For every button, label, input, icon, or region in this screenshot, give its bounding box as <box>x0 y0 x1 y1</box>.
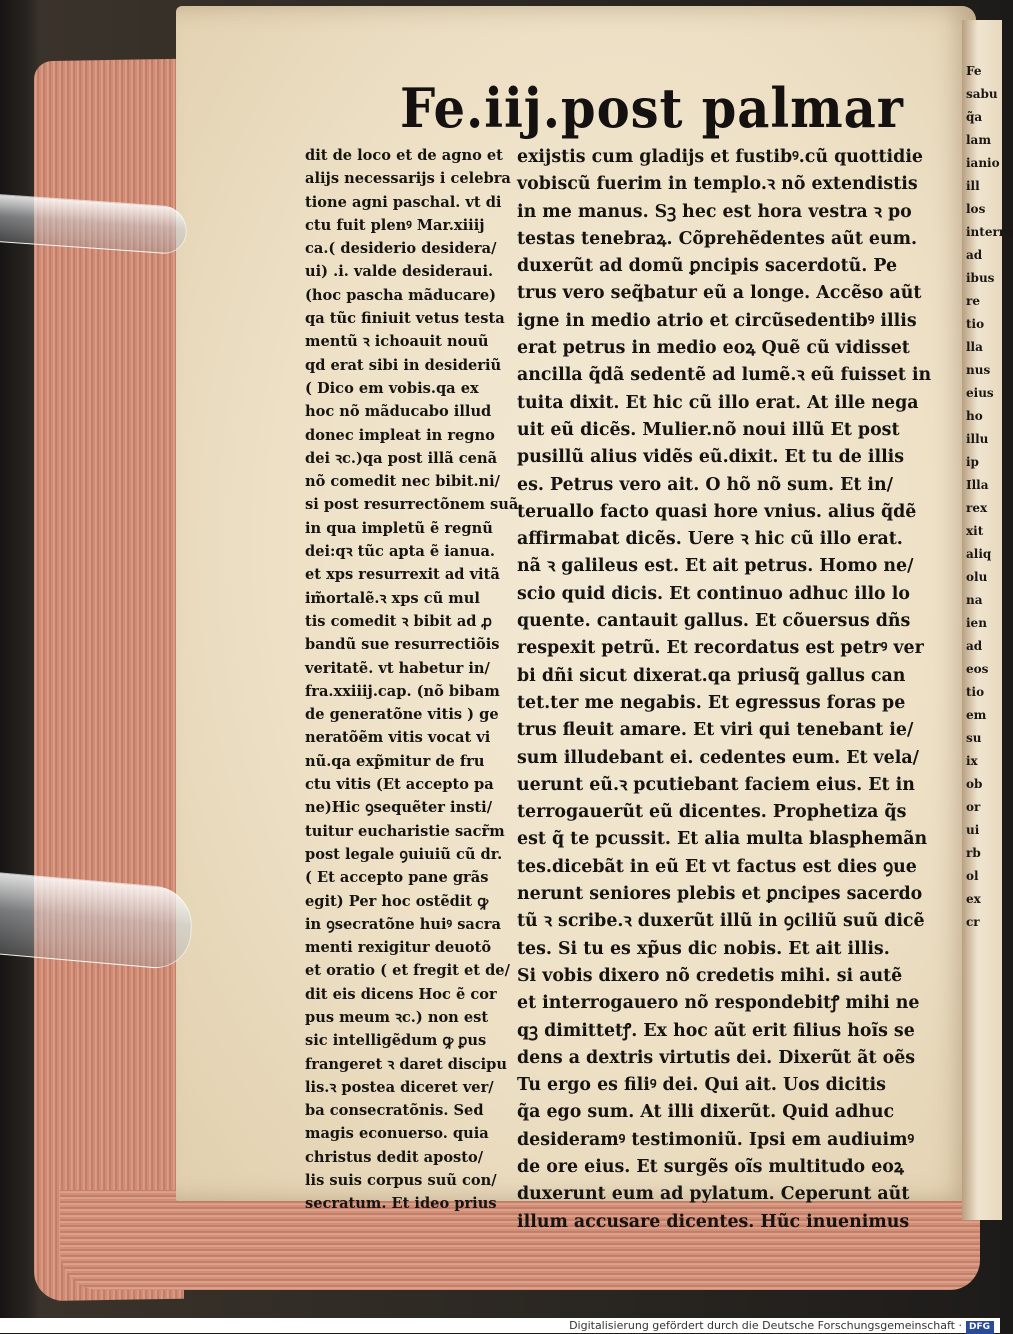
facing-page-fragment: tio <box>966 685 985 699</box>
left-column-line: ca.( desiderio desidera/ <box>305 240 497 258</box>
facing-page-fragment: cr <box>966 915 980 929</box>
right-column-line: uit eũ dicẽs. Mulier.nõ noui illũ Et post <box>517 419 900 440</box>
right-column-line: sum illudebant ei. cedentes eum. Et vela/ <box>517 747 919 768</box>
left-column-line: ( Dico em vobis.qa ex <box>305 379 479 397</box>
right-column-line: affirmabat dicẽs. Uere ꝛ hic cũ illo erat. <box>517 529 903 550</box>
left-column-line: sic intelligẽdum ꝙ ꝑus <box>305 1032 487 1050</box>
facing-page-fragment: olu <box>966 570 988 584</box>
left-column-line: alijs necessarijs i celebra <box>305 170 511 188</box>
left-column-line: dit de loco et de agno et <box>305 147 503 164</box>
left-column-line: hoc nõ mãducabo illud <box>305 403 492 421</box>
facing-page-fragment: ad <box>966 639 983 653</box>
left-column-line: christus dedit aposto/ <box>305 1148 484 1166</box>
left-column-line: im̃ortalẽ.ꝛ xps cũ mul <box>305 589 480 607</box>
right-column-line: nã ꝛ galileus est. Et ait petrus. Homo ne/ <box>517 556 914 577</box>
left-column-line: donec impleat in regno <box>305 426 495 444</box>
facing-page-fragment: ad <box>966 248 983 262</box>
left-column-line: dit eis dicens Hoc ẽ cor <box>305 985 497 1003</box>
right-column-line: desideramꝰ testimoniũ. Ipsi em audiuimꝰ <box>517 1129 915 1150</box>
right-column-line: scio quid dicis. Et continuo adhuc illo lo <box>517 583 910 604</box>
right-column-line: tes.dicebãt in eũ Et vt factus est dies ꝯue <box>517 856 917 877</box>
facing-page-fragment: na <box>966 593 983 607</box>
right-column-line: igne in medio atrio et circũsedentibꝰ illis <box>517 310 917 331</box>
right-column-line: duxerunt eum ad pylatum. Ceperunt aũt <box>517 1184 910 1205</box>
right-column-line: de ore eius. Et surgẽs oĩs multitudo eoꝝ <box>517 1156 904 1177</box>
facing-page-fragment: ol <box>966 869 979 883</box>
facing-page-fragment: interro <box>966 225 1013 239</box>
facing-page-fragment: ho <box>966 409 983 423</box>
facing-page-fragment: ien <box>966 616 987 630</box>
left-column-line: bandũ sue resurrectiõis <box>305 636 500 654</box>
left-column-line: post legale ꝯuiuiũ cũ dr. <box>305 845 503 863</box>
left-column-line: ctu vitis (Et accepto pa <box>305 776 494 794</box>
right-column-line: testas tenebraꝝ. Cõprehẽdentes aũt eum. <box>517 228 918 249</box>
right-column-line: vobiscũ fuerim in templo.ꝛ nõ extendistis <box>517 174 918 195</box>
left-column-line: ba consecratõnis. Sed <box>305 1102 484 1120</box>
right-column-line: tet.ter me negabis. Et egressus foras pe <box>517 692 906 713</box>
right-column-line: quente. cantauit gallus. Et cõuersus dñs <box>517 611 911 632</box>
left-column-line: qa tũc finiuit vetus testa <box>305 310 505 328</box>
facing-page-fragment: ianio <box>966 156 1000 170</box>
right-column-line: teruallo facto quasi hore vnius. alius q̃dẽ <box>517 501 917 522</box>
facing-page-fragment: xit <box>966 524 984 538</box>
left-column-line: magis econuerso. quia <box>305 1125 489 1143</box>
left-column-line: si post resurrectõnem suã <box>305 496 519 514</box>
left-column-line: secratum. Et ideo prius <box>305 1195 497 1213</box>
right-column-line: qꝫ dimittetꝭ. Ex hoc aũt erit filius hoĩs se <box>517 1020 915 1041</box>
right-column-line: tũ ꝛ scribe.ꝛ duxerũt illũ in ꝯciliũ suũ dicẽ <box>517 911 925 932</box>
right-column-line: nerunt seniores plebis et ꝑncipes sacerdo <box>517 884 923 905</box>
facing-page-fragment: sabu <box>966 87 998 101</box>
left-column-line: ne)Hic ꝯsequẽter insti/ <box>305 799 493 817</box>
facing-page-fragment: Fe <box>966 64 982 78</box>
left-column-line: in qua impletũ ẽ regnũ <box>305 519 493 537</box>
facing-page-fragment: Illa <box>966 478 989 492</box>
right-column-line: illum accusare dicentes. Hũc inuenimus <box>517 1211 910 1232</box>
right-column <box>517 144 932 1236</box>
facing-page-fragment: lla <box>966 340 983 354</box>
facing-page-fragment: q̃a <box>966 110 983 124</box>
left-column-line: neratõẽm vitis vocat vi <box>305 729 491 747</box>
left-column-line: ( Et accepto pane grãs <box>305 869 489 887</box>
left-column-line: ui) .i. valde desideraui. <box>305 263 494 281</box>
facing-page-fragment: su <box>966 731 982 745</box>
facing-page-fragment: eos <box>966 662 989 676</box>
left-column-line: egit) Per hoc ostẽdit ꝙ <box>305 892 489 910</box>
left-column-line: tis comedit ꝛ bibit ad ꝓ <box>305 612 492 630</box>
left-column-line: et xps resurrexit ad vitã <box>305 566 500 584</box>
right-column-line: ancilla q̃dã sedentẽ ad lumẽ.ꝛ eũ fuisset in <box>517 365 932 386</box>
left-column-line: qd erat sibi in desideriũ <box>305 356 502 374</box>
left-column <box>305 144 530 1216</box>
right-column-line: q̃a ego sum. At illi dixerũt. Quid adhuc <box>517 1102 895 1123</box>
right-column-line: pusillũ alius vidẽs eũ.dixit. Et tu de illis <box>517 447 905 468</box>
dfg-logo: DFG <box>966 1321 994 1334</box>
facing-page-fragment: em <box>966 708 987 722</box>
right-column-line: terrogauerũt eũ dicentes. Prophetiza q̃s <box>517 802 907 823</box>
left-column-line: veritatẽ. vt habetur in/ <box>305 659 490 677</box>
footer-bar <box>0 1318 1000 1333</box>
facing-page-fragment: ob <box>966 777 983 791</box>
facing-page-fragment: eius <box>966 386 994 400</box>
right-column-line: uerunt eũ.ꝛ pcutiebant faciem eius. Et in <box>517 774 915 795</box>
facing-page-fragment: los <box>966 202 986 216</box>
left-column-line: de generatõne vitis ) ge <box>305 706 499 724</box>
running-title: Fe.iij.post palmar <box>400 76 904 140</box>
left-column-line: in ꝯsecratõne huiꝰ sacra <box>305 915 501 933</box>
left-column-line: tuitur eucharistie sacr̃m <box>305 822 505 840</box>
right-column-line: bi dñi sicut dixerat.qa priusq̃ gallus can <box>517 665 906 686</box>
facing-page-fragment: tio <box>966 317 985 331</box>
footer-credit: Digitalisierung gefördert durch die Deutsche Forschungsgemeinschaft · <box>569 1319 962 1332</box>
facing-page-text <box>966 60 1013 1100</box>
right-column-line: tes. Si tu es xp̃us dic nobis. Et ait illis. <box>517 938 890 959</box>
facing-page-fragment: rex <box>966 501 988 515</box>
facing-page-fragment: re <box>966 294 980 308</box>
facing-page-fragment: lam <box>966 133 992 147</box>
facing-page-fragment: nus <box>966 363 991 377</box>
left-column-line: dei:qꝛ tũc apta ẽ ianua. <box>305 543 496 561</box>
right-column-line: in me manus. Sꝫ hec est hora vestra ꝛ po <box>517 201 912 222</box>
right-column-line: Tu ergo es filiꝰ dei. Qui ait. Uos dicitis <box>517 1075 886 1096</box>
left-column-line: et oratio ( et fregit et de/ <box>305 962 510 980</box>
facing-page-fragment: or <box>966 800 981 814</box>
right-column-line: trus fleuit amare. Et viri qui tenebant ie/ <box>517 720 914 741</box>
left-column-line: mentũ ꝛ ichoauit nouũ <box>305 333 489 351</box>
facing-page-fragment: rb <box>966 846 981 860</box>
right-column-line: Si vobis dixero nõ credetis mihi. si autẽ <box>517 965 903 986</box>
right-column-line: es. Petrus vero ait. O hõ nõ sum. Et in/ <box>517 474 894 495</box>
right-column-line: trus vero seq̃batur eũ a longe. Accẽso aũt <box>517 283 922 304</box>
right-column-line: et interrogauero nõ respondebitꝭ mihi ne <box>517 993 920 1014</box>
facing-page-fragment: illu <box>966 432 989 446</box>
left-column-line: nõ comedit nec bibit.ni/ <box>305 473 501 491</box>
right-column-line: tuita dixit. Et hic cũ illo erat. At ille nega <box>517 392 919 413</box>
facing-page-fragment: ip <box>966 455 979 469</box>
left-column-line: lis.ꝛ postea diceret ver/ <box>305 1078 494 1096</box>
left-column-line: (hoc pascha mãducare) <box>305 286 497 304</box>
left-column-line: frangeret ꝛ daret discipu <box>305 1055 507 1073</box>
right-column-line: respexit petrũ. Et recordatus est petrꝰ ver <box>517 638 924 659</box>
facing-page-fragment: ill <box>966 179 980 193</box>
right-column-line: exijstis cum gladijs et fustibꝰ.cũ quottidie <box>517 147 923 167</box>
left-column-line: lis suis corpus suũ con/ <box>305 1172 497 1190</box>
facing-page-fragment: ix <box>966 754 978 768</box>
right-column-line: est q̃ te pcussit. Et alia multa blasphemãn <box>517 829 928 850</box>
left-column-line: dei ꝛc.)qa post illã cenã <box>305 449 498 467</box>
left-column-line: nũ.qa exp̃mitur de fru <box>305 752 485 770</box>
left-column-line: tione agni paschal. vt di <box>305 193 502 211</box>
left-column-line: ctu fuit plenꝰ Mar.xiiij <box>305 216 485 234</box>
left-column-line: fra.xxiiij.cap. (nõ bibam <box>305 682 500 700</box>
facing-page-fragment: ibus <box>966 271 995 285</box>
facing-page-fragment: aliq <box>966 547 992 561</box>
facing-page-fragment: ui <box>966 823 980 837</box>
right-column-line: duxerũt ad domũ ꝑncipis sacerdotũ. Pe <box>517 256 898 277</box>
facing-page-fragment: ex <box>966 892 981 906</box>
right-column-line: dens a dextris virtutis dei. Dixerũt ãt oẽs <box>517 1047 916 1068</box>
left-column-line: menti rexigitur deuotõ <box>305 939 492 957</box>
right-column-line: erat petrus in medio eoꝝ Quẽ cũ vidisset <box>517 338 910 359</box>
left-column-line: pus meum ꝛc.) non est <box>305 1008 489 1026</box>
